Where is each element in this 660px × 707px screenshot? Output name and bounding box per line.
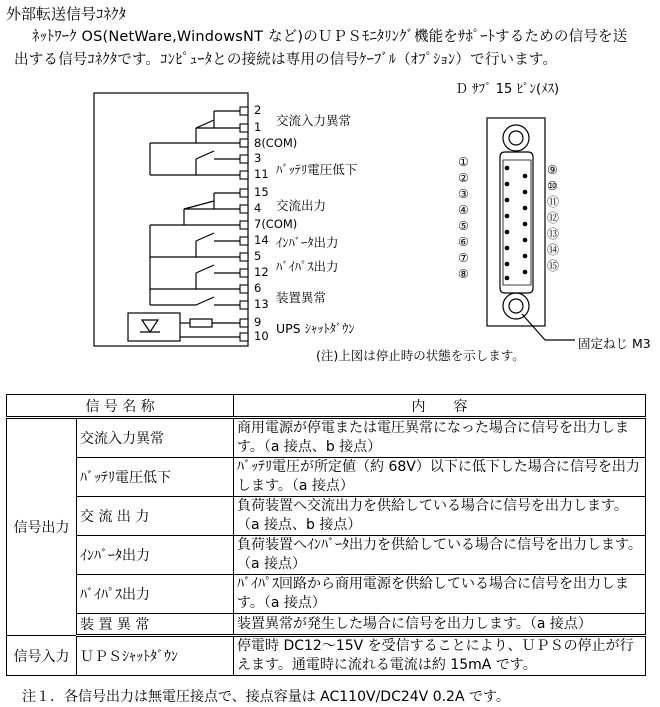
dsub-pin-left: ④ xyxy=(458,203,469,217)
table-row xyxy=(7,614,646,636)
dsub-pin-left: ③ xyxy=(458,187,469,201)
dsub-connector xyxy=(487,118,575,340)
pin-label: 5 xyxy=(254,249,262,263)
table-row xyxy=(7,458,646,497)
label-ac-input-fault: 交流入力異常 xyxy=(276,113,352,128)
pin-label: 6 xyxy=(254,281,262,295)
signal-content: ﾊﾞｯﾃﾘ電圧が所定値（約 68V）以下に低下した場合に信号を出力します。（a 接点） xyxy=(234,458,646,497)
dsub-pin-left: ⑦ xyxy=(458,251,469,265)
signal-name: ＵＰＳｼｬｯﾄﾀﾞｳﾝ xyxy=(77,636,234,676)
pin-label: 2 xyxy=(254,103,262,117)
dsub-pin-left: ⑧ xyxy=(458,267,469,281)
signal-content: 商用電源が停電または電圧異常になった場合に信号を出力します。（a 接点、b 接点） xyxy=(234,418,646,458)
pin-label: 14 xyxy=(254,233,269,247)
header-signal-name: 信 号 名 称 xyxy=(7,395,234,418)
pin-label: 15 xyxy=(254,185,269,199)
pin-label: 9 xyxy=(254,315,262,329)
category-output: 信号出力 xyxy=(7,418,77,636)
signal-name: ﾊﾞｯﾃﾘ電圧低下 xyxy=(77,458,234,497)
signal-table xyxy=(6,394,646,676)
pin-label: 13 xyxy=(254,297,269,311)
signal-name: ｲﾝﾊﾞｰﾀ出力 xyxy=(77,536,234,575)
connector-title: Ｄ ｻﾌﾞ 15 ﾋﾟﾝ(ﾒｽ) xyxy=(455,82,560,97)
signal-name: 交流入力異常 xyxy=(77,418,234,458)
footnote: 注１．各信号出力は無電圧接点で、接点容量は AC110V/DC24V 0.2A です。 xyxy=(22,689,510,705)
intro-line-2: 出する信号ｺﾈｸﾀです。ｺﾝﾋﾟｭｰﾀとの接続は専用の信号ｹｰﾌﾞﾙ（ｵﾌﾟｼｮﾝ）で行います。 xyxy=(14,52,558,68)
pin-label: 1 xyxy=(254,120,262,134)
dsub-pin-right: ⑭ xyxy=(547,243,560,257)
page-title: 外部転送信号ｺﾈｸﾀ xyxy=(6,5,127,23)
signal-content: 負荷装置へ交流出力を供給している場合に信号を出力します。（a 接点、b 接点） xyxy=(234,497,646,536)
label-ups-shutdown: UPS ｼｬｯﾄﾀﾞｳﾝ xyxy=(276,321,355,336)
dsub-pin-right: ⑪ xyxy=(547,195,560,209)
dsub-pin-right: ⑫ xyxy=(547,211,560,225)
figure-note: (注)上図は停止時の状態を示します。 xyxy=(316,348,525,363)
label-battery-low: ﾊﾞｯﾃﾘ電圧低下 xyxy=(276,162,358,177)
intro-line-1: ﾈｯﾄﾜｰｸ OS(NetWare,WindowsNT など)のＵＰＳﾓﾆﾀﾘﾝｸﾞ機能をｻﾎﾟｰﾄするための信号を送 xyxy=(32,29,628,45)
signal-content: 負荷装置へｲﾝﾊﾞｰﾀ出力を供給している場合に信号を出力します。（a 接点） xyxy=(234,536,646,575)
dsub-pin-right: ⑨ xyxy=(547,163,558,177)
pin-label: 3 xyxy=(254,151,262,165)
signal-name: ﾊﾞｲﾊﾟｽ出力 xyxy=(77,575,234,614)
table-row xyxy=(7,536,646,575)
dsub-pin-right: ⑮ xyxy=(547,259,560,273)
label-bypass-output: ﾊﾞｲﾊﾟｽ出力 xyxy=(276,259,339,274)
table-row xyxy=(7,636,646,676)
dsub-pin-left: ① xyxy=(458,155,469,169)
dsub-pin-left: ⑥ xyxy=(458,235,469,249)
pin-label: 8(COM) xyxy=(254,136,298,150)
pin-label: 4 xyxy=(254,201,262,215)
signal-content: 装置異常が発生した場合に信号を出力します。（a 接点） xyxy=(234,614,646,636)
dsub-pin-right: ⑬ xyxy=(547,227,560,241)
category-input: 信号入力 xyxy=(7,636,77,676)
table-header-row xyxy=(7,395,646,418)
dsub-pin-left: ② xyxy=(458,171,469,185)
pin-label: 11 xyxy=(254,167,269,181)
table-row xyxy=(7,575,646,614)
signal-name: 交 流 出 力 xyxy=(77,497,234,536)
header-content: 内 容 xyxy=(234,395,646,418)
signal-name: 装 置 異 常 xyxy=(77,614,234,636)
screw-label: 固定ねじ M3 xyxy=(578,336,651,351)
label-ac-output: 交流出力 xyxy=(276,198,327,213)
table-row xyxy=(7,418,646,458)
pin-label: 10 xyxy=(254,329,269,343)
signal-content: 停電時 DC12～15V を受信することにより、ＵＰＳの停止が行えます。通電時に流れる電流は約 15mA です。 xyxy=(234,636,646,676)
table-row xyxy=(7,497,646,536)
label-equipment-fault: 装置異常 xyxy=(276,290,327,305)
dsub-pin-left: ⑤ xyxy=(458,219,469,233)
dsub-pin-right: ⑩ xyxy=(547,179,558,193)
pin-label: 7(COM) xyxy=(254,217,298,231)
circuit-frame xyxy=(94,93,248,346)
signal-content: ﾊﾞｲﾊﾟｽ回路から商用電源を供給している場合に信号を出力します。（a 接点） xyxy=(234,575,646,614)
label-inverter-output: ｲﾝﾊﾞｰﾀ出力 xyxy=(276,235,339,250)
pin-label: 12 xyxy=(254,265,269,279)
